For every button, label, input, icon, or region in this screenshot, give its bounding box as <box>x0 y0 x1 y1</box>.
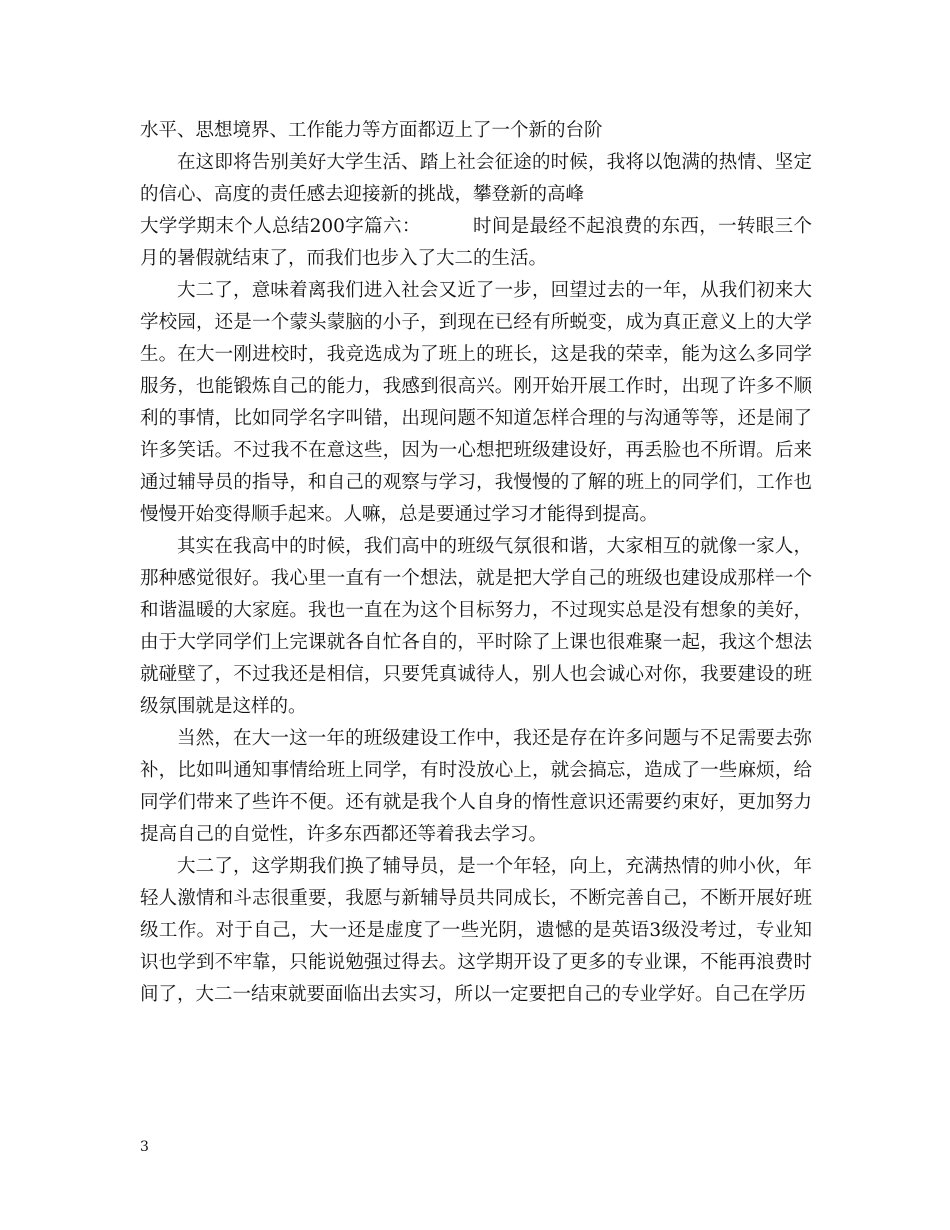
document-body <box>140 115 812 1011</box>
section-first-text: 时间是最经不起浪费的东西，一转眼三个月的暑假就结束了，而我们也步入了大二的生活。 <box>140 216 812 269</box>
body-paragraph: 大二了，意味着离我们进入社会又近了一步，回望过去的一年，从我们初来大学校园，还是一个蒙头蒙脑的小子，到现在已经有所蜕变，成为真正意义上的大学生。在大一刚进校时，我竞选成为了班上的班长，这是我的荣幸，能为这么多同学服务，也能锻炼自己的能力，我感到很高兴。刚开始开展工作时，出现了许多不顺利的事情，比如同学名字叫错，出现问题不知道怎样合理的与沟通等等，还是闹了许多笑话。不过我不在意这些，因为一心想把班级建设好，再丢脸也不所谓。后来通过辅导员的指导，和自己的观察与学习，我慢慢的了解的班上的同学们，工作也慢慢开始变得顺手起来。人嘛，总是要通过学习才能得到提高。 <box>140 280 812 525</box>
page-number: 3 <box>140 1139 149 1155</box>
carryover-line: 水平、思想境界、工作能力等方面都迈上了一个新的台阶 <box>140 120 603 141</box>
body-paragraph: 其实在我高中的时候，我们高中的班级气氛很和谐，大家相互的就像一家人，那种感觉很好。我心里一直有一个想法，就是把大学自己的班级也建设成那样一个和谐温暖的大家庭。我也一直在为这个目标努力，不过现实总是没有想象的美好，由于大学同学们上完课就各自忙各自的，平时除了上课也很难聚一起，我这个想法就碰壁了，不过我还是相信，只要凭真诚待人，别人也会诚心对你，我要建设的班级氛围就是这样的。 <box>140 536 812 717</box>
closing-paragraph: 在这即将告别美好大学生活、踏上社会征途的时候，我将以饱满的热情、坚定的信心、高度的责任感去迎接新的挑战，攀登新的高峰 <box>140 152 812 205</box>
body-paragraph: 大二了，这学期我们换了辅导员，是一个年轻，向上，充满热情的帅小伙，年轻人激情和斗志很重要，我愿与新辅导员共同成长，不断完善自己，不断开展好班级工作。对于自己，大一还是虚度了一些光阴，遗憾的是英语3级没考过，专业知识也学到不牢靠，只能说勉强过得去。这学期开设了更多的专业课，不能再浪费时间了，大二一结束就要面临出去实习，所以一定要把自己的专业学好。自己在学历 <box>140 856 812 1005</box>
section-heading-line <box>140 211 812 275</box>
section-title: 大学学期末个人总结200字篇六： <box>140 216 421 237</box>
body-paragraph: 当然，在大一这一年的班级建设工作中，我还是存在许多问题与不足需要去弥补，比如叫通知事情给班上同学，有时没放心上，就会搞忘，造成了一些麻烦，给同学们带来了些许不便。还有就是我个人自身的惰性意识还需要约束好，更加努力提高自己的自觉性，许多东西都还等着我去学习。 <box>140 728 812 845</box>
